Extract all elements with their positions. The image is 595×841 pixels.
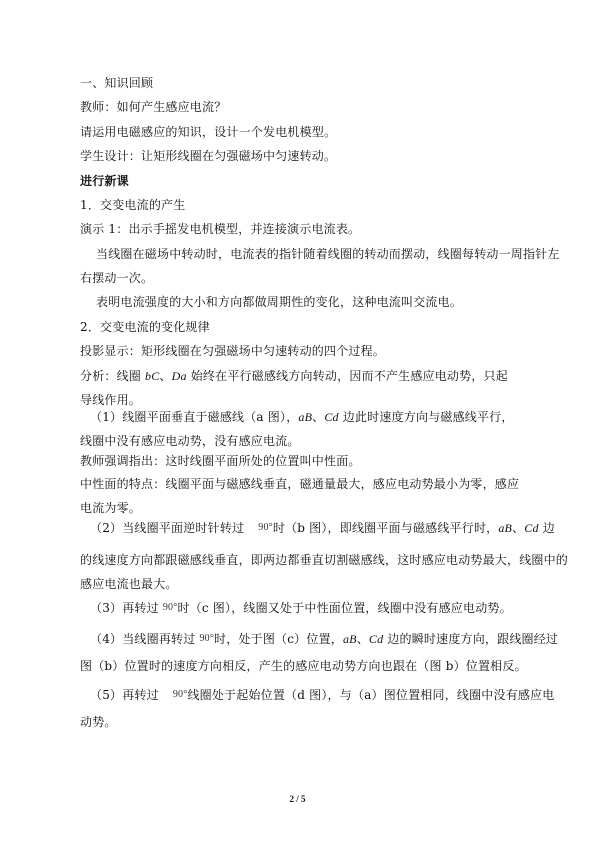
page-number: 2 / 5 xyxy=(289,794,306,804)
paragraph-step-4-line-2: 图（b）位置时的速度方向相反，产生的感应电动势方向也跟在（图 b）位置相反。 xyxy=(80,659,527,673)
paragraph-step-2-line-3: 感应电流也最大。 xyxy=(80,577,178,591)
paragraph-step-2-line-2: 的线速度方向都跟磁感线垂直，即两边都垂直切割磁感线，这时感应电动势最大，线圈中的 xyxy=(80,553,569,567)
angle-symbol: 90° xyxy=(199,633,215,644)
projection-line: 投影显示：矩形线圈在匀强磁场中匀速转动的四个过程。 xyxy=(80,344,386,358)
paragraph-step-3: （3）再转过 90°时（c 图），线圈又处于中性面位置，线圈中没有感应电动势。 xyxy=(90,601,512,615)
instruction-line: 请运用电磁感应的知识，设计一个发电机模型。 xyxy=(80,125,337,139)
demo-line: 演示 1：出示手摇发电机模型，并连接演示电流表。 xyxy=(80,222,361,236)
angle-symbol: 90° xyxy=(172,689,188,700)
paragraph-step-2-line-1: （2）当线圈平面逆时针转过 90°时（b 图），即线圈平面与磁感线平行时，aB、Cd 边 xyxy=(90,521,555,535)
ac-definition-line: 表明电流强度的大小和方向都做周期性的变化，这种电流叫交流电。 xyxy=(96,295,463,309)
angle-symbol: 90° xyxy=(162,602,178,613)
paragraph-step-4-line-1: （4）当线圈再转过 90°时，处于图（c）位置，aB、Cd 边的瞬时速度方向，跟线圈经过 xyxy=(90,632,559,646)
student-design-line: 学生设计：让矩形线圈在匀强磁场中匀速转动。 xyxy=(80,149,337,163)
paragraph-step-5-line-1: （5）再转过 90°线圈处于起始位置（d 图），与（a）图位置相同，线圈中没有感应电 xyxy=(90,688,555,702)
neutral-plane-paragraph: 中性面的特点：线圈平面与磁感线垂直，磁通量最大，感应电动势最小为零，感应电流为零。 xyxy=(80,477,520,515)
subheading-ac-generation: 1．交变电流的产生 xyxy=(80,198,186,212)
teacher-question: 教师：如何产生感应电流？ xyxy=(80,100,227,114)
angle-symbol: 90° xyxy=(258,522,273,533)
subheading-ac-law: 2．交变电流的变化规律 xyxy=(80,320,210,334)
teacher-emphasis-line: 教师强调指出：这时线圈平面所处的位置叫中性面。 xyxy=(80,454,361,468)
section-heading-new-lesson: 进行新课 xyxy=(80,174,129,188)
paragraph-step-5-line-2: 动势。 xyxy=(80,715,117,729)
analysis-paragraph: 分析：线圈 bC、Da 始终在平行磁感线方向转动，因而不产生感应电动势，只起导线作用。 xyxy=(80,369,508,407)
section-heading-review: 一、知识回顾 xyxy=(80,76,154,90)
observation-line-2: 右摆动一次。 xyxy=(80,271,154,285)
observation-line-1: 当线圈在磁场中转动时，电流表的指针随着线圈的转动而摆动，线圈每转动一周指针左 xyxy=(96,247,560,261)
paragraph-step-1: （1）线圈平面垂直于磁感线（a 图），aB、Cd 边此时速度方向与磁感线平行，线圈中没有感应电动势，没有感应电流。 xyxy=(80,410,514,448)
